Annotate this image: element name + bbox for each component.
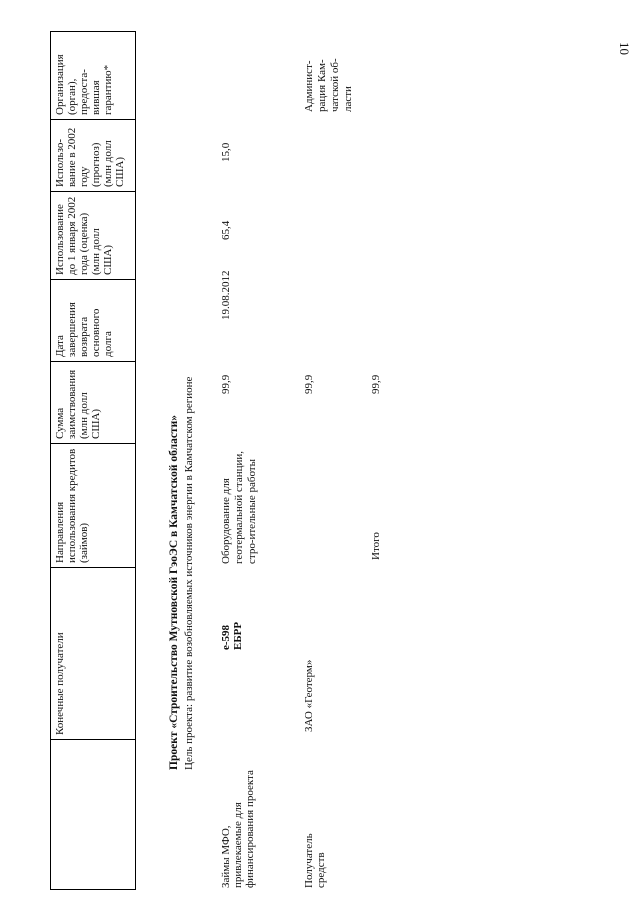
header-cell: Направления использования кредитов (займов) [51, 444, 136, 568]
loan-amount: 99,9 [220, 374, 232, 394]
recipient-name: ЗАО «Геотерм» [303, 659, 315, 732]
loan-used-2002: 15,0 [220, 142, 232, 162]
recipient-guarantor: Админист-рация Кам-чатской об-ласти [303, 58, 354, 112]
loan-used-before-2002: 65,4 [220, 220, 232, 240]
header-cell: Дата завершения возврата основного долга [51, 280, 136, 362]
header-cell: Организация (орган), предоста-вившая гарантию* [51, 32, 136, 120]
header-cell: Конечные получатели [51, 568, 136, 740]
page-number: 10 [617, 42, 632, 55]
rotated-page [50, 30, 610, 890]
header-table [50, 31, 136, 890]
header-row [51, 32, 136, 890]
recipient-label: Получатель средств [303, 833, 327, 888]
loan-date: 19.08.2012 [220, 270, 232, 320]
project-goal: Цель проекта: развитие возобновляемых источников энергии в Камчатском регионе [183, 376, 195, 770]
header-cell: Использо-вание в 2002 году (прогноз) (млн долл США) [51, 120, 136, 192]
loan-org: ЕБРР [232, 621, 244, 650]
total-label: Итого [370, 532, 382, 560]
loans-label: Займы МФО, привлекаемые для финансирования проекта [220, 770, 256, 888]
loan-direction: Оборудование для геотермальной станции, стро-ительные работы [220, 450, 258, 564]
project-title: Проект «Строительство Мутновской ГэоЭС в Камчатской области» [168, 415, 180, 770]
loan-code: е-598 [220, 624, 232, 650]
recipient-amount: 99,9 [303, 374, 315, 394]
header-cell [51, 740, 136, 890]
header-cell: Сумма заимствования (млн долл США) [51, 362, 136, 444]
header-cell: Использование до 1 января 2002 года (оценка) (млн долл США) [51, 192, 136, 280]
total-amount: 99,9 [370, 374, 382, 394]
